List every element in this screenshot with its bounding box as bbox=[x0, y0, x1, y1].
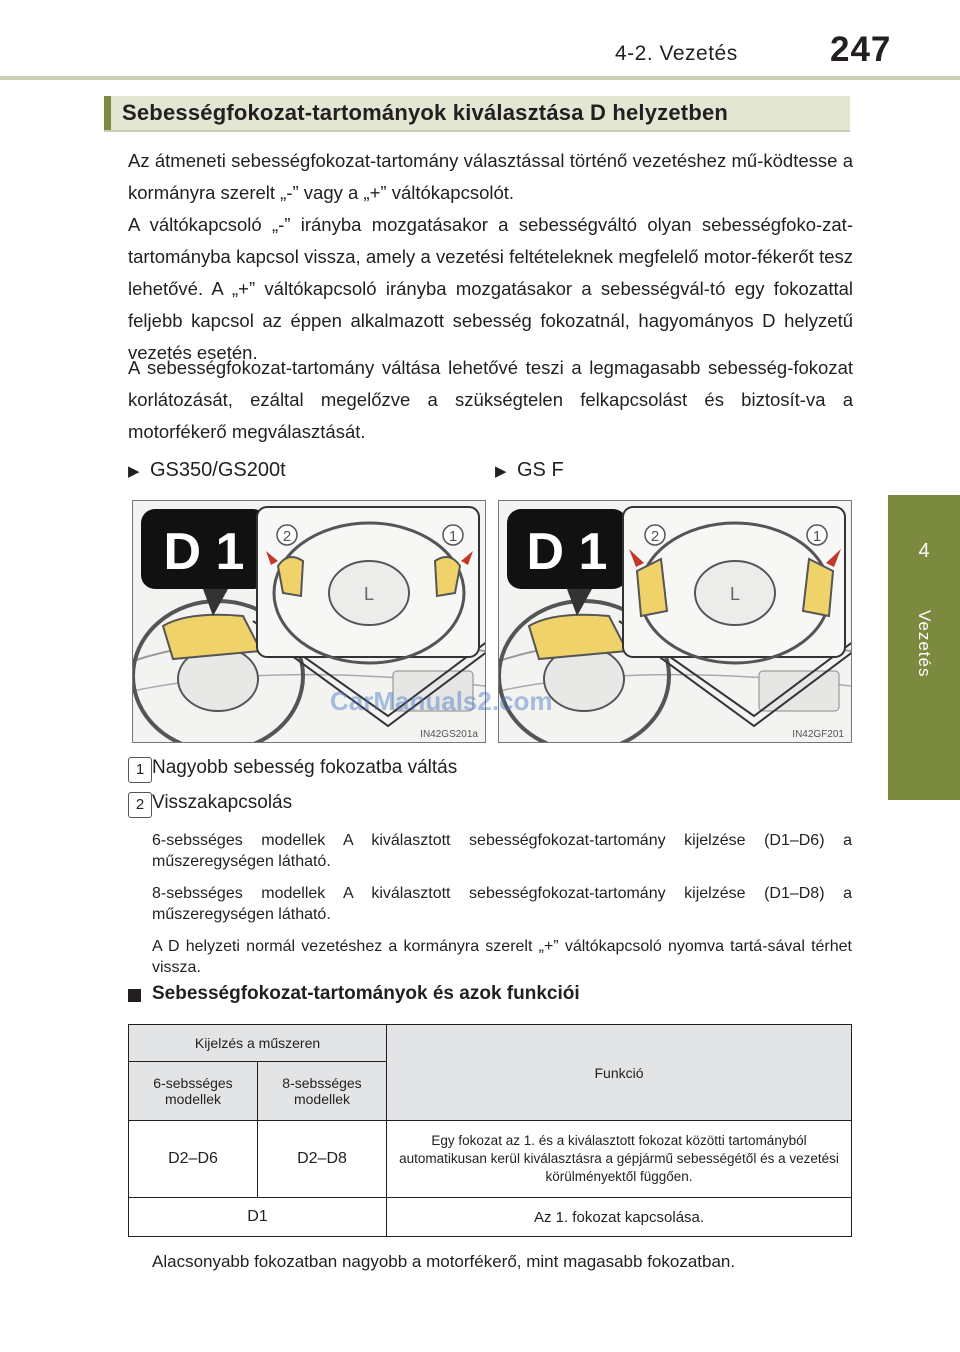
paragraph: A sebességfokozat-tartomány váltása lehetővé teszi a legmagasabb sebesség-fokozat korlátozását, ezáltal megelőzve a szükségtelen felkapcsolást és biztosít-va a motorfékerő megválasztását. bbox=[128, 357, 853, 442]
table-cell: D2–D6 bbox=[129, 1121, 258, 1198]
list-number-badge: 1 bbox=[128, 757, 152, 783]
table-header-function: Funkció bbox=[387, 1025, 852, 1121]
variant-name: GS F bbox=[517, 459, 564, 481]
footer-note: Alacsonyabb fokozatban nagyobb a motorfékerő, mint magasabb fokozatban. bbox=[152, 1252, 736, 1271]
svg-text:L: L bbox=[363, 584, 375, 604]
callout-1: 1 bbox=[448, 528, 458, 545]
image-code: IN42GS201a bbox=[420, 729, 478, 740]
note: A D helyzeti normál vezetéshez a kormányra szerelt „+” váltókapcsoló nyomva tartá-sával térhet vissza. bbox=[152, 938, 852, 976]
svg-text:L: L bbox=[729, 584, 741, 604]
triangle-bullet-icon: ▶ bbox=[128, 463, 140, 480]
chapter-tab-label: Vezetés bbox=[915, 610, 934, 678]
variant-label-gs350 bbox=[128, 459, 286, 482]
section-title: Sebességfokozat-tartományok kiválasztása D helyzetben bbox=[122, 100, 729, 125]
gear-display-text: D 1 bbox=[163, 523, 245, 581]
gear-display-text: D 1 bbox=[526, 523, 608, 581]
paragraph: Az átmeneti sebességfokozat-tartomány választással történő vezetéshez mű-ködtesse a kormányra szerelt „-” vagy a „+” váltókapcsolót. bbox=[128, 150, 853, 203]
paragraph: A váltókapcsoló „-” irányba mozgatásakor a sebességváltó olyan sebességfoko-zat-tartományba kapcsol vissza, amely a vezetési feltételeknek megfelelő motor-fékerőt tesz lehetővé. A „+” váltókapcsoló irányba mozgatásakor a sebességvál-tó egy fokozattal feljebb kapcsol az éppen alkalmazott sebesség fokozatnál, hagyományos D helyzetű vezetés esetén. bbox=[128, 214, 853, 363]
triangle-bullet-icon: ▶ bbox=[495, 463, 507, 480]
variant-label-gsf bbox=[495, 459, 564, 482]
list-item: Visszakapcsolás bbox=[152, 792, 293, 813]
list-number-badge: 2 bbox=[128, 792, 152, 818]
table-cell: D2–D8 bbox=[258, 1121, 387, 1198]
table-cell: Az 1. fokozat kapcsolása. bbox=[387, 1198, 852, 1237]
gear-range-table bbox=[128, 1024, 852, 1237]
image-code: IN42GF201 bbox=[792, 729, 844, 740]
watermark: CarManuals2.com bbox=[330, 686, 553, 716]
callout-1: 1 bbox=[812, 528, 822, 545]
running-header-section: 4-2. Vezetés bbox=[615, 42, 738, 65]
section-title-underline bbox=[104, 130, 850, 132]
table-cell: D1 bbox=[129, 1198, 387, 1237]
subheading: Sebességfokozat-tartományok és azok funkciói bbox=[152, 983, 580, 1004]
table-header-display: Kijelzés a műszeren bbox=[129, 1025, 387, 1062]
note: 6-sebsséges modellek A kiválasztott sebességfokozat-tartomány kijelzése (D1–D6) a műszeregységen látható. bbox=[152, 832, 852, 870]
section-title-accent bbox=[104, 96, 111, 130]
table-header-6speed: 6-sebsséges modellek bbox=[129, 1062, 258, 1121]
square-bullet-icon bbox=[128, 989, 141, 1002]
page-number: 247 bbox=[830, 30, 892, 69]
table-header-8speed: 8-sebsséges modellek bbox=[258, 1062, 387, 1121]
note: 8-sebsséges modellek A kiválasztott sebességfokozat-tartomány kijelzése (D1–D8) a műszeregységen látható. bbox=[152, 885, 852, 923]
callout-2: 2 bbox=[282, 528, 292, 545]
chapter-tab-number: 4 bbox=[918, 540, 930, 562]
variant-name: GS350/GS200t bbox=[150, 459, 286, 481]
list-item: Nagyobb sebesség fokozatba váltás bbox=[152, 757, 458, 778]
table-cell: Egy fokozat az 1. és a kiválasztott fokozat közötti tartományból automatikusan kerül kiválasztásra a gépjármű sebességétől és a vezetési körülményektől függően. bbox=[387, 1121, 852, 1198]
callout-2: 2 bbox=[650, 528, 660, 545]
header-rule bbox=[0, 76, 960, 80]
